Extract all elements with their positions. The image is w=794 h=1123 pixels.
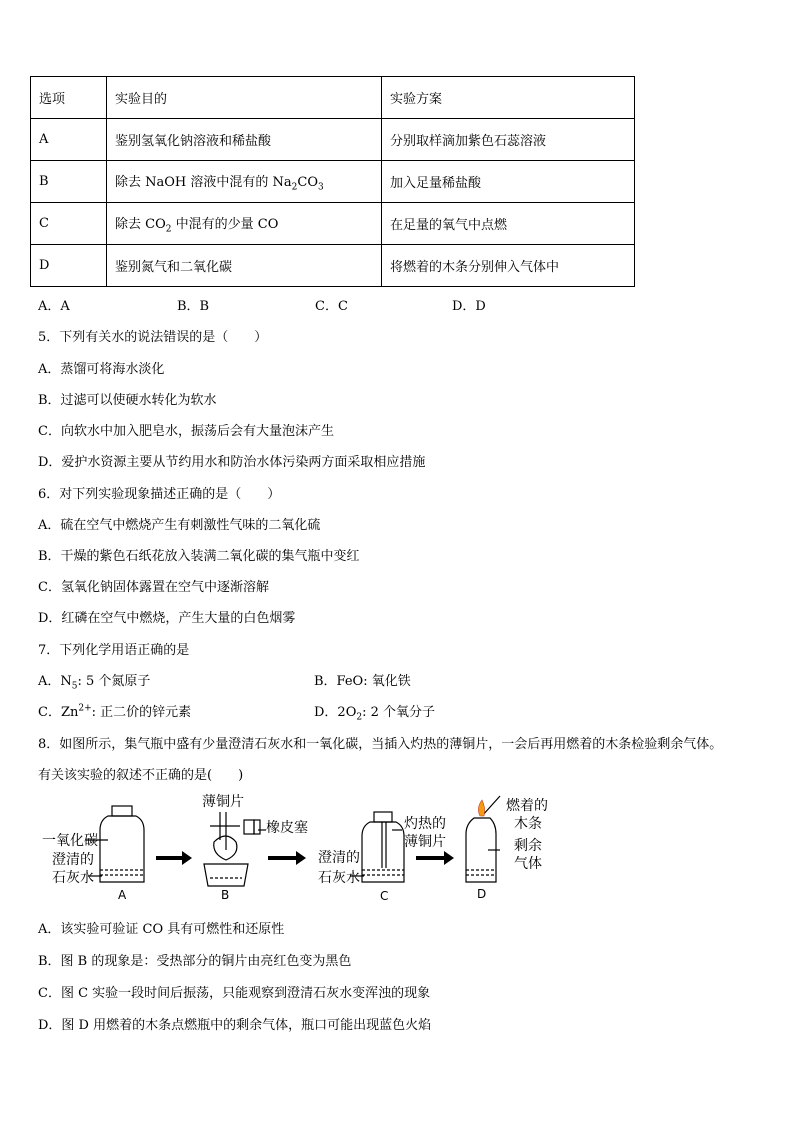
row-option: A: [31, 119, 107, 161]
choice-text: : 正二价的锌元素: [91, 705, 192, 720]
q7-choice-a[interactable]: [38, 670, 150, 692]
label-limewater-c-2: 石灰水: [318, 870, 360, 886]
q8-stem-line1: 8．如图所示，集气瓶中盛有少量澄清石灰水和一氧化碳，当插入灼热的薄铜片，一会后再用燃着的木条检验剩余气体。: [38, 737, 723, 752]
row-plan: 分别取样滴加紫色石蕊溶液: [382, 119, 635, 161]
table-row: [31, 119, 635, 161]
q6-choice-b[interactable]: B．干燥的紫色石纸花放入装满二氧化碳的集气瓶中变红: [38, 549, 360, 564]
burner-b-icon: [204, 812, 266, 886]
q7-stem: 7．下列化学用语正确的是: [38, 643, 190, 658]
q6-choice-c[interactable]: C．氢氧化钠固体露置在空气中逐渐溶解: [38, 580, 269, 595]
table-row: [31, 203, 635, 245]
subscript: 3: [318, 182, 324, 193]
choice-text: : 2 个氧分子: [362, 705, 436, 720]
label-limewater-a-1: 澄清的: [52, 852, 94, 868]
superscript: 2+: [78, 703, 92, 714]
subscript: 2: [165, 224, 172, 235]
tag-a: A: [118, 888, 127, 902]
q4-choice-c[interactable]: C．C: [315, 299, 348, 314]
row-purpose: [107, 161, 382, 203]
row-purpose: 鉴别氢氧化钠溶液和稀盐酸: [107, 119, 382, 161]
q5-choice-c[interactable]: C．向软水中加入肥皂水，振荡后会有大量泡沫产生: [38, 424, 334, 439]
flame-icon: [478, 800, 484, 816]
table-header-row: [31, 77, 635, 119]
header-plan: 实验方案: [382, 77, 635, 119]
choice-text: D．2O: [314, 705, 357, 720]
purpose-text: CO: [297, 174, 318, 190]
table-row: [31, 161, 635, 203]
tag-c: C: [380, 889, 389, 903]
choice-text: A．N: [38, 674, 72, 689]
q7-choice-c[interactable]: [38, 701, 191, 720]
row-option: C: [31, 203, 107, 245]
purpose-text: 中混有的少量 CO: [171, 216, 279, 232]
q8-choice-a[interactable]: A．该实验可验证 CO 具有可燃性和还原性: [38, 922, 285, 937]
label-copper: 薄铜片: [202, 794, 244, 810]
q4-choice-d[interactable]: D．D: [452, 299, 486, 314]
tag-b: B: [221, 888, 230, 902]
purpose-text: 除去 NaOH 溶液中混有的 Na: [115, 174, 292, 190]
q8-choice-c[interactable]: C．图 C 实验一段时间后振荡，只能观察到澄清石灰水变浑浊的现象: [38, 986, 431, 1001]
q4-choice-b[interactable]: B．B: [177, 299, 210, 314]
row-purpose: 鉴别氮气和二氧化碳: [107, 245, 382, 287]
q8-choice-b[interactable]: B．图 B 的现象是：受热部分的铜片由亮红色变为黑色: [38, 954, 352, 969]
label-burning-2: 木条: [514, 816, 542, 832]
arrow-right-icon: [156, 851, 192, 865]
purpose-text: 除去 CO: [115, 216, 166, 232]
q8-experiment-figure: [30, 790, 570, 910]
label-limewater-c-1: 澄清的: [318, 850, 360, 866]
table-row: [31, 245, 635, 287]
subscript: 2: [291, 182, 298, 193]
label-hot-1: 灼热的: [404, 816, 446, 832]
q5-stem: 5．下列有关水的说法错误的是（ ）: [38, 330, 268, 345]
label-rest-2: 气体: [514, 856, 542, 872]
label-stopper: 橡皮塞: [266, 820, 308, 836]
q6-choice-d[interactable]: D．红磷在空气中燃烧，产生大量的白色烟雾: [38, 611, 296, 626]
tag-d: D: [477, 887, 487, 901]
arrow-right-icon: [416, 851, 454, 865]
q6-choice-a[interactable]: A．硫在空气中燃烧产生有刺激性气味的二氧化硫: [38, 518, 321, 533]
q8-choice-d[interactable]: D．图 D 用燃着的木条点燃瓶中的剩余气体，瓶口可能出现蓝色火焰: [38, 1018, 432, 1033]
q8-stem-line2: 有关该实验的叙述不正确的是( ): [38, 768, 244, 783]
arrow-right-icon: [268, 851, 306, 865]
row-plan: 在足量的氧气中点燃: [382, 203, 635, 245]
q7-choice-b[interactable]: B．FeO: 氧化铁: [314, 674, 411, 689]
q6-stem: 6．对下列实验现象描述正确的是（ ）: [38, 487, 281, 502]
row-purpose: [107, 203, 382, 245]
row-plan: 加入足量稀盐酸: [382, 161, 635, 203]
q5-choice-d[interactable]: D．爱护水资源主要从节约用水和防治水体污染两方面采取相应措施: [38, 455, 426, 470]
header-purpose: 实验目的: [107, 77, 382, 119]
experiment-table: [30, 76, 635, 287]
row-plan: 将燃着的木条分别伸入气体中: [382, 245, 635, 287]
subscript: 2: [356, 712, 363, 723]
label-limewater-a-2: 石灰水: [52, 870, 94, 886]
label-co: 一氧化碳: [42, 833, 98, 849]
q4-choice-a[interactable]: A．A: [38, 299, 70, 314]
subscript: 5: [71, 681, 78, 692]
row-option: B: [31, 161, 107, 203]
q5-choice-b[interactable]: B．过滤可以使硬水转化为软水: [38, 393, 217, 408]
q5-choice-a[interactable]: A．蒸馏可将海水淡化: [38, 362, 165, 377]
q7-choice-d[interactable]: [314, 701, 435, 723]
choice-text: C．Zn: [38, 705, 79, 720]
label-rest-1: 剩余: [514, 838, 542, 854]
label-burning-1: 燃着的: [506, 798, 548, 814]
row-option: D: [31, 245, 107, 287]
header-option: 选项: [31, 77, 107, 119]
choice-text: : 5 个氮原子: [77, 674, 151, 689]
label-hot-2: 薄铜片: [404, 834, 446, 850]
